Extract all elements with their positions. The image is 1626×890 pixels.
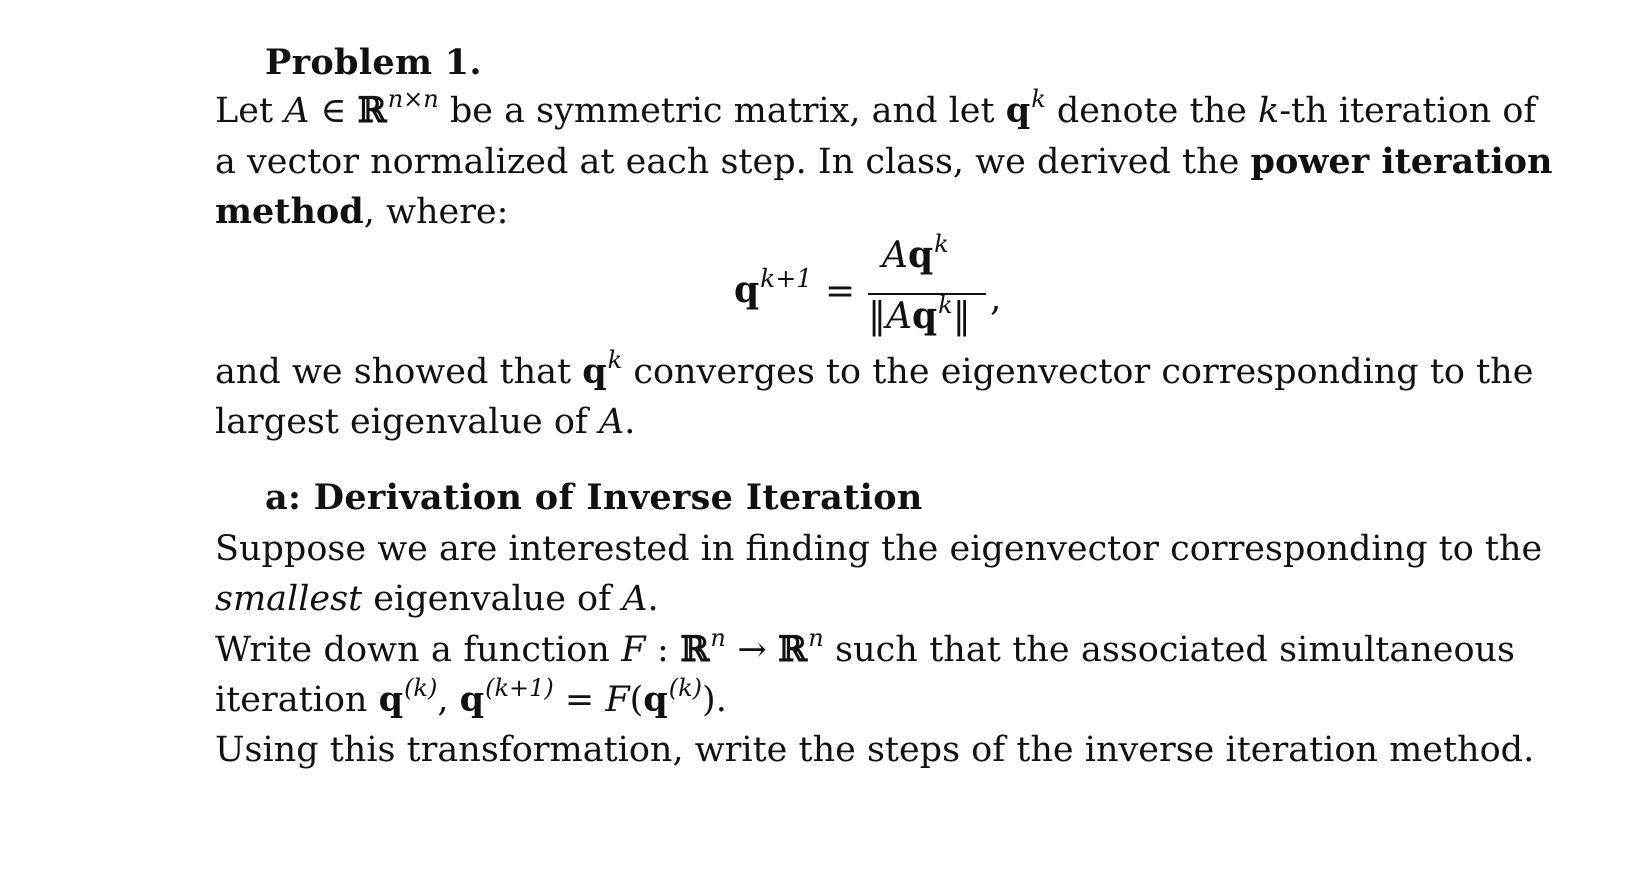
reals-symbol: ℝ (357, 90, 387, 131)
text: . (624, 402, 636, 442)
part-a-title: a: Derivation of Inverse Iteration (265, 477, 923, 518)
reals-symbol: ℝ (680, 629, 710, 670)
part-a-line-2 (215, 577, 1515, 621)
norm-close: ‖ (952, 296, 971, 337)
math-q: q (459, 679, 485, 720)
math-q: q (582, 351, 607, 392)
text: be a symmetric matrix, and let (438, 91, 1006, 131)
equation-comma: , (990, 278, 1002, 319)
part-a-line-5: Using this transformation, write the steps of the inverse iteration method. (215, 730, 1535, 770)
math-F: F (621, 630, 646, 670)
paren-close: ) (702, 680, 716, 720)
math-superscript: n (808, 624, 824, 652)
math-q: q (734, 269, 760, 311)
math-q: q (1005, 90, 1031, 131)
part-a-line-4 (215, 674, 1515, 725)
math-superscript: k (938, 291, 953, 319)
math-q: q (378, 679, 404, 720)
problem-title: Problem 1. (265, 42, 482, 83)
text: iteration (215, 680, 379, 720)
reals-symbol: ℝ (778, 629, 808, 670)
emphasis-text: smallest (215, 579, 363, 619)
math-k: k (1257, 91, 1280, 131)
math-superscript: (k) (668, 674, 703, 702)
math-A: A (284, 91, 310, 131)
text: a vector normalized at each step. In class, we derived the (215, 142, 1251, 182)
math-A: A (622, 579, 648, 619)
math-A: A (882, 235, 908, 276)
text: and we showed that (215, 352, 583, 392)
text: -th iteration of (1279, 91, 1537, 131)
math-F: F (605, 680, 630, 720)
math-superscript: k+1 (760, 264, 813, 293)
math-superscript: k (934, 230, 949, 258)
intro-line-3 (215, 190, 1515, 234)
fraction-denominator (868, 291, 971, 337)
bold-term: power iteration (1250, 141, 1553, 182)
text: converges to the eigenvector corresponding to the (622, 352, 1534, 392)
text: : (645, 630, 681, 670)
intro-line-2 (215, 140, 1553, 184)
after-line-2 (215, 400, 1515, 444)
math-A: A (599, 402, 625, 442)
equals-sign: = (825, 271, 856, 312)
text: Let (215, 91, 285, 131)
intro-line-1 (215, 85, 1537, 136)
text: largest eigenvalue of (215, 402, 599, 442)
text: , where: (363, 192, 509, 232)
equals-sign: = (553, 680, 606, 720)
math-superscript: (k) (404, 674, 438, 702)
bold-term: method (215, 191, 364, 232)
text: . (715, 680, 727, 720)
after-line-1 (215, 346, 1534, 397)
text: Write down a function (215, 630, 622, 670)
math-superscript: n×n (387, 85, 439, 113)
paren-open: ( (629, 680, 644, 720)
math-superscript: k (1031, 85, 1046, 113)
part-a-line-1: Suppose we are interested in finding the eigenvector corresponding to the (215, 529, 1543, 569)
text: eigenvalue of (362, 579, 623, 619)
norm-open: ‖ (868, 296, 886, 337)
math-q: q (643, 679, 668, 720)
math-superscript: n (710, 624, 726, 652)
fraction-numerator (882, 230, 949, 276)
arrow-symbol: → (725, 630, 779, 670)
math-q: q (908, 234, 934, 276)
text: denote the (1045, 91, 1258, 131)
math-q: q (912, 295, 938, 337)
math-A: A (886, 296, 912, 337)
text: , (437, 680, 460, 720)
power-iteration-equation (700, 230, 1002, 348)
fraction (868, 230, 986, 338)
part-a-line-3 (215, 624, 1516, 675)
text: such that the associated simultaneous (823, 630, 1516, 670)
element-of-symbol: ∈ (309, 91, 358, 131)
math-superscript: (k+1) (485, 674, 554, 702)
math-superscript: k (607, 346, 623, 374)
equation-lhs (734, 264, 813, 311)
text: . (647, 579, 659, 619)
